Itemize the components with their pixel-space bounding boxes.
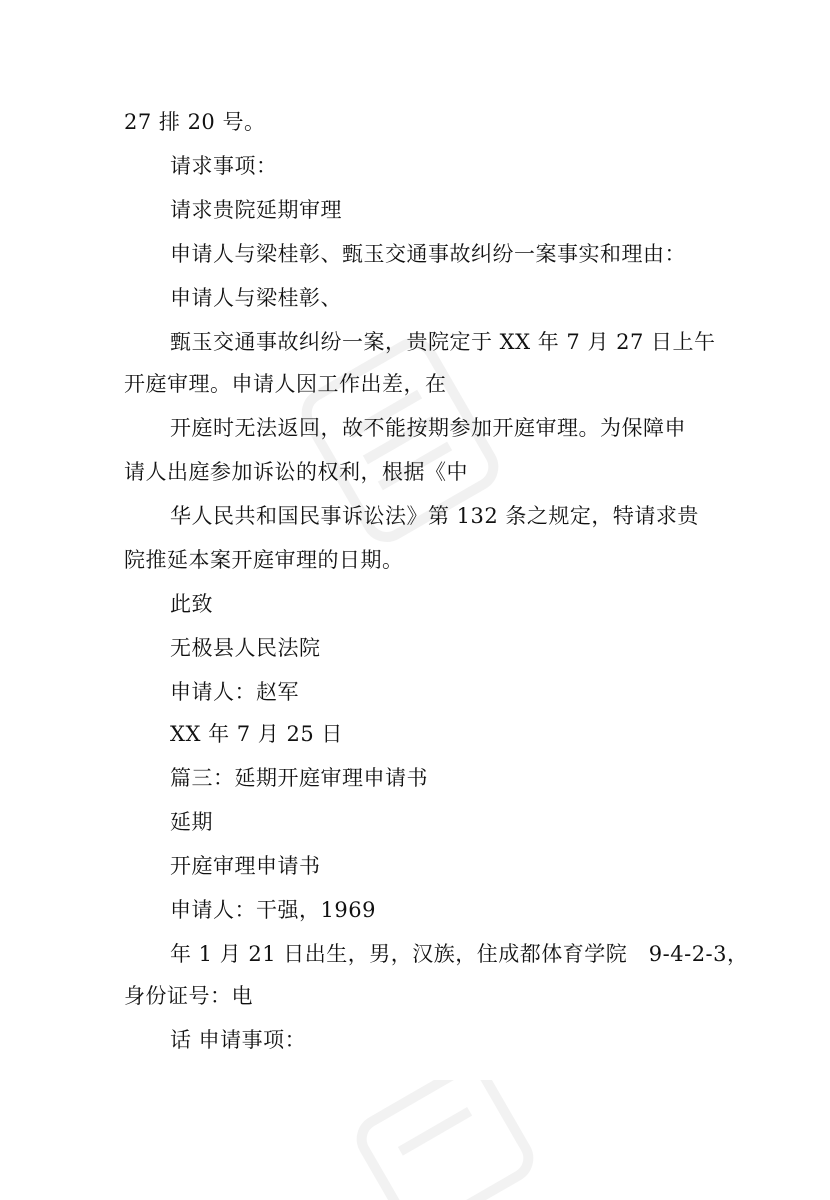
text-line: 篇三：延期开庭审理申请书 <box>170 766 428 790</box>
text-line: 申请人与梁桂彰、甄玉交通事故纠纷一案事实和理由： <box>170 242 686 266</box>
text-line: 开庭时无法返回，故不能按期参加开庭审理。为保障申 <box>170 416 686 440</box>
text-line: 延期 <box>170 810 213 834</box>
text-line: 请求事项： <box>170 154 278 178</box>
text-line: 请人出庭参加诉讼的权利，根据《中 <box>124 460 468 484</box>
watermark-icon <box>340 1080 540 1200</box>
text-line: 甄玉交通事故纠纷一案，贵院定于 XX 年 7 月 27 日上午 <box>170 330 716 354</box>
text-line: 年 1 月 21 日出生，男，汉族，住成都体育学院 9-4-2-3， <box>170 942 749 966</box>
text-line: 申请人：赵军 <box>170 680 299 704</box>
text-line: 申请人与梁桂彰、 <box>170 286 342 310</box>
text-line: 此致 <box>170 592 213 616</box>
text-line: 华人民共和国民事诉讼法》第 132 条之规定，特请求贵 <box>170 504 699 528</box>
text-line: 请求贵院延期审理 <box>170 198 342 222</box>
text-line: 身份证号：电 <box>124 984 253 1008</box>
text-line: 27 排 20 号。 <box>124 110 266 134</box>
text-line: 开庭审理。申请人因工作出差，在 <box>124 372 447 396</box>
text-line: 开庭审理申请书 <box>170 854 321 878</box>
text-line: 话 申请事项： <box>170 1028 307 1052</box>
text-line: 无极县人民法院 <box>170 636 321 660</box>
text-line: 申请人：干强，1969 <box>170 898 376 922</box>
text-line: XX 年 7 月 25 日 <box>170 722 343 746</box>
text-line: 院推延本案开庭审理的日期。 <box>124 548 404 572</box>
